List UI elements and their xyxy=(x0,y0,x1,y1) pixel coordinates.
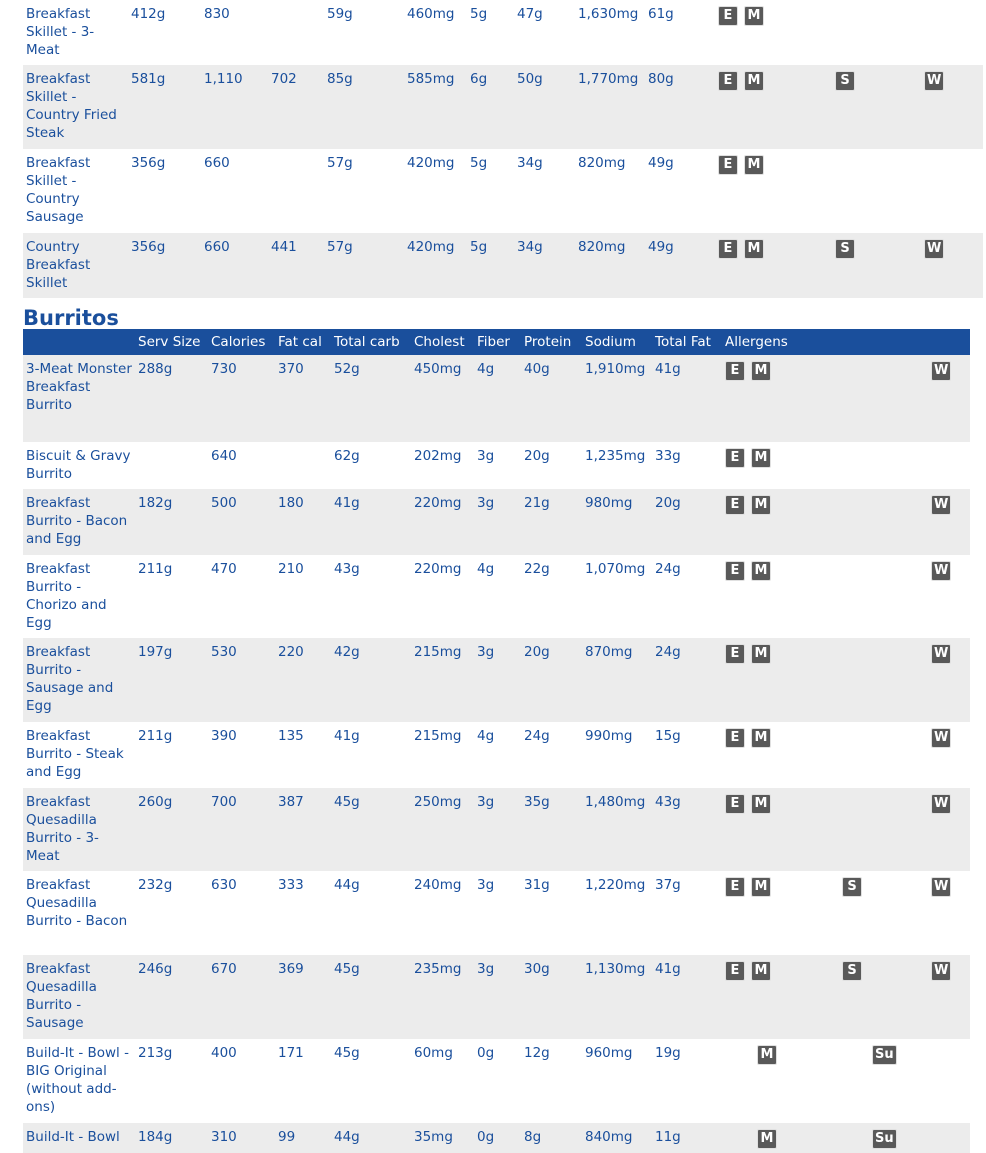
cell-fatcal: 441 xyxy=(271,239,297,255)
cell-carb: 45g xyxy=(334,794,360,810)
allergen-badge-su[interactable]: Su xyxy=(872,1129,897,1149)
cell-carb: 85g xyxy=(327,71,353,87)
allergen-cell-s xyxy=(839,638,869,722)
allergen-cell-em xyxy=(722,1123,839,1153)
allergen-badge-e[interactable]: E xyxy=(718,155,738,175)
cell-protein: 47g xyxy=(517,6,543,22)
allergen-badge-e[interactable]: E xyxy=(725,361,745,381)
cell-cal: 310 xyxy=(211,1129,237,1145)
cell-carb: 45g xyxy=(334,961,360,977)
cell-serv: 213g xyxy=(138,1045,173,1061)
cell-sodium: 1,630mg xyxy=(578,6,639,22)
cell-sodium: 960mg xyxy=(585,1045,633,1061)
cell-fiber: 3g xyxy=(477,961,495,977)
allergen-cell-s xyxy=(832,0,921,65)
cell-serv: 197g xyxy=(138,644,173,660)
allergen-cell-s xyxy=(839,1123,869,1153)
cell-fat: 49g xyxy=(648,239,674,255)
cell-sodium: 1,235mg xyxy=(585,448,646,464)
allergen-cell-w xyxy=(928,722,970,788)
item-name-link[interactable]: Build-It - Bowl - BIG Original (without add-ons) xyxy=(26,1045,129,1115)
allergen-badge-s[interactable]: S xyxy=(835,239,855,259)
allergen-badge-m[interactable]: M xyxy=(751,794,771,814)
cell-sodium: 990mg xyxy=(585,728,633,744)
cell-cal: 400 xyxy=(211,1045,237,1061)
allergen-cell-s xyxy=(839,1039,869,1123)
allergen-badge-w[interactable]: W xyxy=(931,495,951,515)
cell-fat: 20g xyxy=(655,495,681,511)
table-row xyxy=(23,871,970,955)
cell-carb: 41g xyxy=(334,495,360,511)
cell-carb: 41g xyxy=(334,728,360,744)
cell-fat: 24g xyxy=(655,644,681,660)
cell-fat: 41g xyxy=(655,961,681,977)
cell-chol: 215mg xyxy=(414,728,462,744)
cell-cal: 700 xyxy=(211,794,237,810)
cell-sodium: 1,130mg xyxy=(585,961,646,977)
allergen-cell-em xyxy=(715,149,832,233)
allergen-cell-s xyxy=(839,555,869,638)
allergen-badge-m[interactable]: M xyxy=(744,71,764,91)
allergen-cell-w xyxy=(928,355,970,442)
cell-protein: 30g xyxy=(524,961,550,977)
item-name-link[interactable]: Breakfast Skillet - Country Fried Steak xyxy=(26,71,117,141)
cell-protein: 35g xyxy=(524,794,550,810)
cell-serv: 356g xyxy=(131,155,166,171)
allergen-badge-e[interactable]: E xyxy=(725,495,745,515)
cell-carb: 45g xyxy=(334,1045,360,1061)
allergen-cell-em xyxy=(722,871,839,955)
table-row xyxy=(23,955,970,1039)
cell-sodium: 1,070mg xyxy=(585,561,646,577)
burritos-table xyxy=(23,329,970,1153)
allergen-cell-su xyxy=(869,638,928,722)
table-row xyxy=(23,489,970,555)
allergen-badge-m[interactable]: M xyxy=(751,961,771,981)
item-name-link[interactable]: Breakfast Burrito - Chorizo and Egg xyxy=(26,561,107,631)
cell-cal: 640 xyxy=(211,448,237,464)
table-row xyxy=(23,1039,970,1123)
cell-fat: 33g xyxy=(655,448,681,464)
cell-chol: 240mg xyxy=(414,877,462,893)
cell-carb: 62g xyxy=(334,448,360,464)
allergen-badge-e[interactable]: E xyxy=(718,239,738,259)
table-row xyxy=(23,149,983,233)
cell-cal: 500 xyxy=(211,495,237,511)
cell-fiber: 5g xyxy=(470,239,488,255)
allergen-badge-w[interactable]: W xyxy=(924,71,944,91)
allergen-badge-m[interactable]: M xyxy=(744,6,764,26)
allergen-badge-e[interactable]: E xyxy=(725,644,745,664)
cell-fat: 41g xyxy=(655,361,681,377)
cell-fiber: 3g xyxy=(477,644,495,660)
allergen-cell-em xyxy=(722,442,839,489)
allergen-badge-m[interactable]: M xyxy=(757,1129,777,1149)
cell-fiber: 4g xyxy=(477,728,495,744)
cell-fiber: 5g xyxy=(470,6,488,22)
item-name-link[interactable]: Breakfast Burrito - Sausage and Egg xyxy=(26,644,114,714)
cell-protein: 50g xyxy=(517,71,543,87)
cell-carb: 52g xyxy=(334,361,360,377)
header-protein[interactable]: Protein xyxy=(524,334,572,350)
allergen-badge-w[interactable]: W xyxy=(931,644,951,664)
cell-fatcal: 369 xyxy=(278,961,304,977)
table-row xyxy=(23,788,970,871)
cell-serv: 288g xyxy=(138,361,173,377)
cell-cal: 830 xyxy=(204,6,230,22)
cell-protein: 24g xyxy=(524,728,550,744)
allergen-cell-w xyxy=(921,233,983,298)
cell-protein: 40g xyxy=(524,361,550,377)
header-allergens: Allergens xyxy=(725,334,788,350)
cell-fatcal: 210 xyxy=(278,561,304,577)
allergen-cell-su xyxy=(869,955,928,1039)
cell-serv: 232g xyxy=(138,877,173,893)
cell-chol: 250mg xyxy=(414,794,462,810)
allergen-badge-m[interactable]: M xyxy=(751,495,771,515)
header-calories[interactable]: Calories xyxy=(211,334,266,350)
allergen-cell-s xyxy=(839,788,869,871)
allergen-cell-em xyxy=(715,233,832,298)
cell-fatcal xyxy=(268,149,324,233)
cell-chol: 420mg xyxy=(407,155,455,171)
cell-fat: 37g xyxy=(655,877,681,893)
cell-protein: 20g xyxy=(524,644,550,660)
cell-cal: 630 xyxy=(211,877,237,893)
allergen-badge-m[interactable]: M xyxy=(751,561,771,581)
allergen-badge-w[interactable]: W xyxy=(924,239,944,259)
cell-sodium: 870mg xyxy=(585,644,633,660)
allergen-cell-s xyxy=(839,955,869,1039)
cell-chol: 450mg xyxy=(414,361,462,377)
allergen-cell-em xyxy=(722,489,839,555)
section-title-burritos: Burritos xyxy=(23,306,119,330)
cell-fatcal xyxy=(268,0,324,65)
allergen-badge-m[interactable]: M xyxy=(751,877,771,897)
allergen-badge-w[interactable]: W xyxy=(931,728,951,748)
header-serv-size[interactable]: Serv Size xyxy=(138,334,201,350)
allergen-cell-em xyxy=(722,1039,839,1123)
allergen-badge-e[interactable]: E xyxy=(725,728,745,748)
table-row xyxy=(23,638,970,722)
cell-fiber: 3g xyxy=(477,495,495,511)
cell-fat: 11g xyxy=(655,1129,681,1145)
cell-fatcal: 387 xyxy=(278,794,304,810)
table-header-row xyxy=(23,329,970,355)
cell-fat: 49g xyxy=(648,155,674,171)
item-name-link[interactable]: Breakfast Skillet - Country Sausage xyxy=(26,155,91,225)
allergen-cell-su xyxy=(869,442,928,489)
allergen-cell-s xyxy=(832,233,921,298)
allergen-cell-w xyxy=(928,871,970,955)
allergen-cell-w xyxy=(928,1039,970,1123)
skillets-table xyxy=(23,0,983,298)
cell-carb: 43g xyxy=(334,561,360,577)
header-total-fat[interactable]: Total Fat xyxy=(655,334,711,350)
item-name-link[interactable]: Breakfast Quesadilla Burrito - 3-Meat xyxy=(26,794,99,864)
allergen-cell-w xyxy=(928,955,970,1039)
header-sodium[interactable]: Sodium xyxy=(585,334,636,350)
allergen-cell-w xyxy=(928,489,970,555)
item-name-link[interactable]: Biscuit & Gravy Burrito xyxy=(26,448,131,482)
allergen-cell-s xyxy=(839,722,869,788)
cell-fiber: 6g xyxy=(470,71,488,87)
cell-carb: 42g xyxy=(334,644,360,660)
allergen-badge-m[interactable]: M xyxy=(751,728,771,748)
allergen-badge-s[interactable]: S xyxy=(835,71,855,91)
allergen-cell-w xyxy=(928,788,970,871)
cell-sodium: 820mg xyxy=(578,155,626,171)
allergen-cell-w xyxy=(921,149,983,233)
item-name-link[interactable]: Breakfast Quesadilla Burrito - Bacon xyxy=(26,877,128,929)
allergen-cell-su xyxy=(869,1039,928,1123)
table-row xyxy=(23,442,970,489)
allergen-cell-w xyxy=(928,1123,970,1153)
allergen-badge-m[interactable]: M xyxy=(744,155,764,175)
cell-sodium: 1,220mg xyxy=(585,877,646,893)
allergen-badge-e[interactable]: E xyxy=(725,877,745,897)
cell-sodium: 1,910mg xyxy=(585,361,646,377)
allergen-badge-e[interactable]: E xyxy=(718,71,738,91)
cell-cal: 670 xyxy=(211,961,237,977)
cell-fat: 15g xyxy=(655,728,681,744)
cell-serv: 581g xyxy=(131,71,166,87)
cell-chol: 60mg xyxy=(414,1045,453,1061)
table-row xyxy=(23,355,970,442)
cell-chol: 585mg xyxy=(407,71,455,87)
allergen-badge-e[interactable]: E xyxy=(725,794,745,814)
cell-chol: 35mg xyxy=(414,1129,453,1145)
cell-serv xyxy=(135,442,208,489)
table-row xyxy=(23,65,983,149)
cell-fatcal: 99 xyxy=(278,1129,296,1145)
cell-fiber: 3g xyxy=(477,877,495,893)
cell-fat: 80g xyxy=(648,71,674,87)
allergen-badge-m[interactable]: M xyxy=(744,239,764,259)
cell-fiber: 0g xyxy=(477,1129,495,1145)
cell-serv: 246g xyxy=(138,961,173,977)
cell-serv: 211g xyxy=(138,728,173,744)
cell-serv: 184g xyxy=(138,1129,173,1145)
allergen-badge-w[interactable]: W xyxy=(931,877,951,897)
cell-chol: 235mg xyxy=(414,961,462,977)
allergen-cell-su xyxy=(869,555,928,638)
cell-fat: 24g xyxy=(655,561,681,577)
cell-sodium: 980mg xyxy=(585,495,633,511)
allergen-badge-s[interactable]: S xyxy=(842,877,862,897)
cell-fiber: 4g xyxy=(477,561,495,577)
cell-protein: 12g xyxy=(524,1045,550,1061)
allergen-cell-em xyxy=(715,0,832,65)
table-row xyxy=(23,0,983,65)
item-name-link[interactable]: Breakfast Burrito - Steak and Egg xyxy=(26,728,124,780)
allergen-cell-w xyxy=(921,65,983,149)
header-total-carb[interactable]: Total carb xyxy=(334,334,400,350)
cell-fatcal: 135 xyxy=(278,728,304,744)
cell-protein: 21g xyxy=(524,495,550,511)
cell-fat: 43g xyxy=(655,794,681,810)
cell-carb: 57g xyxy=(327,239,353,255)
header-cholest[interactable]: Cholest xyxy=(414,334,465,350)
cell-fatcal: 180 xyxy=(278,495,304,511)
cell-protein: 8g xyxy=(524,1129,542,1145)
allergen-badge-m[interactable]: M xyxy=(751,644,771,664)
cell-chol: 220mg xyxy=(414,495,462,511)
allergen-cell-su xyxy=(869,1123,928,1153)
cell-cal: 660 xyxy=(204,239,230,255)
allergen-badge-w[interactable]: W xyxy=(931,961,951,981)
allergen-badge-m[interactable]: M xyxy=(751,361,771,381)
cell-fatcal: 333 xyxy=(278,877,304,893)
cell-protein: 31g xyxy=(524,877,550,893)
header-fat-cal[interactable]: Fat cal xyxy=(278,334,322,350)
allergen-cell-em xyxy=(722,638,839,722)
allergen-cell-em xyxy=(722,955,839,1039)
allergen-badge-s[interactable]: S xyxy=(842,961,862,981)
allergen-cell-su xyxy=(869,489,928,555)
cell-fiber: 3g xyxy=(477,794,495,810)
cell-protein: 34g xyxy=(517,155,543,171)
allergen-cell-s xyxy=(832,65,921,149)
cell-cal: 1,110 xyxy=(204,71,243,87)
cell-cal: 390 xyxy=(211,728,237,744)
cell-fatcal: 702 xyxy=(271,71,297,87)
allergen-cell-w xyxy=(921,0,983,65)
cell-cal: 530 xyxy=(211,644,237,660)
item-name-link[interactable]: Breakfast Quesadilla Burrito - Sausage xyxy=(26,961,97,1031)
cell-serv: 356g xyxy=(131,239,166,255)
cell-fiber: 4g xyxy=(477,361,495,377)
cell-protein: 22g xyxy=(524,561,550,577)
header-name xyxy=(23,329,135,355)
allergen-badge-e[interactable]: E xyxy=(725,448,745,468)
cell-carb: 44g xyxy=(334,1129,360,1145)
allergen-cell-su xyxy=(869,871,928,955)
allergen-badge-e[interactable]: E xyxy=(725,561,745,581)
table-row xyxy=(23,722,970,788)
allergen-badge-e[interactable]: E xyxy=(718,6,738,26)
cell-serv: 182g xyxy=(138,495,173,511)
cell-carb: 59g xyxy=(327,6,353,22)
cell-chol: 202mg xyxy=(414,448,462,464)
allergen-cell-em xyxy=(715,65,832,149)
allergen-badge-m[interactable]: M xyxy=(751,448,771,468)
allergen-badge-e[interactable]: E xyxy=(725,961,745,981)
allergen-cell-em xyxy=(722,788,839,871)
allergen-badge-w[interactable]: W xyxy=(931,561,951,581)
cell-chol: 220mg xyxy=(414,561,462,577)
allergen-badge-w[interactable]: W xyxy=(931,794,951,814)
allergen-badge-su[interactable]: Su xyxy=(872,1045,897,1065)
table-row xyxy=(23,233,983,298)
allergen-badge-m[interactable]: M xyxy=(757,1045,777,1065)
cell-serv: 260g xyxy=(138,794,173,810)
cell-cal: 730 xyxy=(211,361,237,377)
cell-fiber: 0g xyxy=(477,1045,495,1061)
cell-cal: 470 xyxy=(211,561,237,577)
allergen-cell-su xyxy=(869,722,928,788)
cell-sodium: 1,480mg xyxy=(585,794,646,810)
cell-sodium: 820mg xyxy=(578,239,626,255)
cell-chol: 215mg xyxy=(414,644,462,660)
cell-protein: 34g xyxy=(517,239,543,255)
item-name-link[interactable]: Build-It - Bowl xyxy=(26,1129,120,1145)
allergen-cell-s xyxy=(839,489,869,555)
cell-chol: 420mg xyxy=(407,239,455,255)
allergen-cell-su xyxy=(869,788,928,871)
item-name-link[interactable]: Breakfast Burrito - Bacon and Egg xyxy=(26,495,128,547)
allergen-cell-em xyxy=(722,722,839,788)
cell-sodium: 840mg xyxy=(585,1129,633,1145)
cell-fiber: 5g xyxy=(470,155,488,171)
allergen-cell-s xyxy=(839,442,869,489)
cell-sodium: 1,770mg xyxy=(578,71,639,87)
table-row xyxy=(23,1123,970,1153)
cell-cal: 660 xyxy=(204,155,230,171)
cell-carb: 57g xyxy=(327,155,353,171)
allergen-cell-w xyxy=(928,555,970,638)
allergen-cell-s xyxy=(839,871,869,955)
cell-fatcal: 370 xyxy=(278,361,304,377)
allergen-badge-w[interactable]: W xyxy=(931,361,951,381)
header-fiber[interactable]: Fiber xyxy=(477,334,510,350)
cell-fat: 61g xyxy=(648,6,674,22)
item-name-link[interactable]: Country Breakfast Skillet xyxy=(26,239,91,291)
cell-serv: 412g xyxy=(131,6,166,22)
cell-fatcal: 171 xyxy=(278,1045,304,1061)
allergen-cell-em xyxy=(722,555,839,638)
item-name-link[interactable]: Breakfast Skillet - 3-Meat xyxy=(26,6,95,58)
allergen-cell-s xyxy=(839,355,869,442)
table-row xyxy=(23,555,970,638)
allergen-cell-s xyxy=(832,149,921,233)
cell-fatcal: 220 xyxy=(278,644,304,660)
cell-carb: 44g xyxy=(334,877,360,893)
allergen-cell-w xyxy=(928,638,970,722)
cell-protein: 20g xyxy=(524,448,550,464)
cell-chol: 460mg xyxy=(407,6,455,22)
allergen-cell-em xyxy=(722,355,839,442)
cell-fiber: 3g xyxy=(477,448,495,464)
item-name-link[interactable]: 3-Meat Monster Breakfast Burrito xyxy=(26,361,132,413)
cell-fatcal xyxy=(275,442,331,489)
cell-serv: 211g xyxy=(138,561,173,577)
allergen-cell-w xyxy=(928,442,970,489)
allergen-cell-su xyxy=(869,355,928,442)
cell-fat: 19g xyxy=(655,1045,681,1061)
